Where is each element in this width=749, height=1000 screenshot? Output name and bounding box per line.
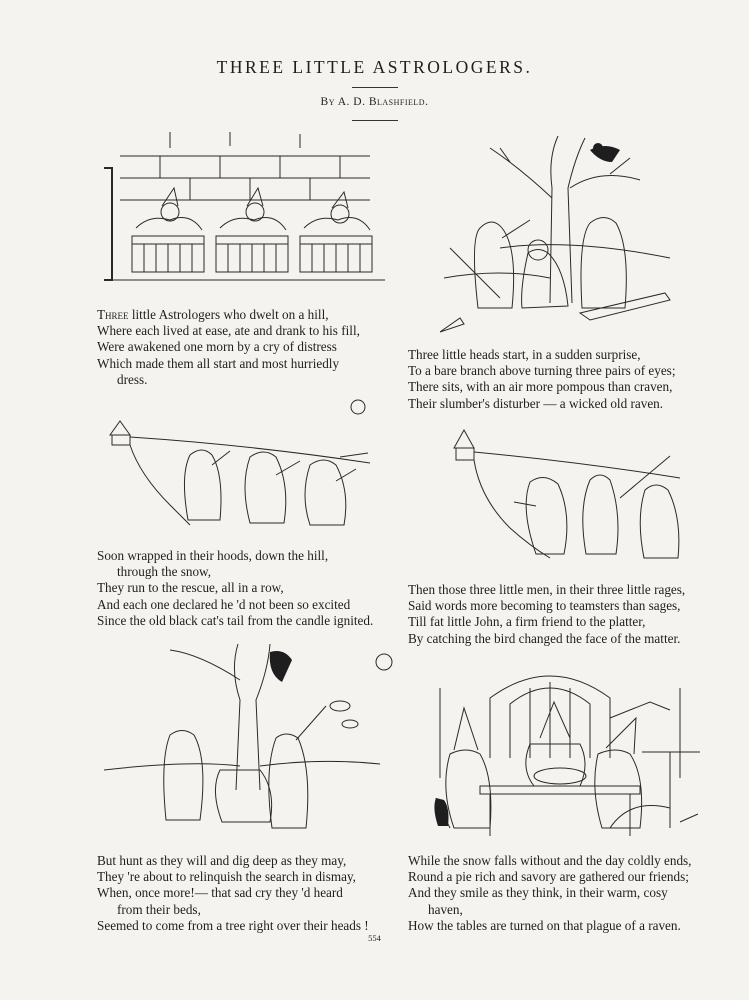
stanza-line: Seemed to come from a tree right over their heads ! [97, 917, 369, 933]
stanza-5 [97, 853, 369, 934]
stanza-line: They run to the rescue, all in a row, [97, 580, 284, 596]
illustration-running-down-hill [100, 395, 390, 535]
stanza-line: Where each lived at ease, ate and drank to his fill, [97, 323, 360, 339]
page-number: 554 [368, 933, 381, 943]
stanza-line: Since the old black cat's tail from the candle ignited. [97, 612, 374, 628]
stanza-line: Round a pie rich and savory are gathered our friends; [408, 869, 689, 885]
illustration-digging-tree [100, 640, 395, 840]
stanza-line: And each one declared he 'd not been so excited [97, 596, 351, 612]
stanza-2 [408, 347, 675, 412]
illustration-beds [100, 128, 388, 288]
stanza-line: By catching the bird changed the face of the matter. [408, 630, 681, 646]
stanza-line: Three little heads start, in a sudden surprise, [408, 347, 641, 362]
stanza-line: Their slumber's disturber — a wicked old raven. [408, 395, 664, 411]
byline-rule [352, 120, 398, 121]
stanza-line: But hunt as they will and dig deep as they may, [97, 853, 347, 868]
stanza-line: Were awakened one morn by a cry of distress [97, 339, 337, 355]
stanza-line: haven, [428, 901, 463, 917]
stanza-line: dress. [117, 371, 148, 387]
stanza-line: There sits, with an air more pompous than craven, [408, 379, 673, 395]
stanza-line: And they smile as they think, in their warm, cosy [408, 885, 668, 901]
stanza-line: through the snow, [117, 564, 212, 580]
stanza-line-text: little Astrologers who dwelt on a hill, [131, 307, 329, 322]
stanza-line: Then those three little men, in their three little rages, [408, 582, 686, 597]
illustration-raven-tree [440, 128, 676, 338]
illustration-catching-bird [440, 418, 685, 568]
stanza-line: Said words more becoming to teamsters than sages, [408, 598, 681, 614]
stanza-line: Which made them all start and most hurriedly [97, 355, 340, 371]
stanza-line: They 're about to relinquish the search in dismay, [97, 869, 356, 885]
illustration-pie-table [430, 658, 710, 843]
stanza-line: To a bare branch above turning three pairs of eyes; [408, 363, 676, 379]
stanza-line: Till fat little John, a firm friend to the platter, [408, 614, 646, 630]
stanza-line [97, 307, 360, 323]
stanza-line: When, once more!— that sad cry they 'd heard [97, 885, 343, 901]
stanza-6 [408, 853, 691, 934]
stanza-1 [97, 307, 360, 388]
poem-title: THREE LITTLE ASTROLOGERS. [216, 57, 533, 77]
stanza-3 [97, 548, 373, 629]
stanza-line: from their beds, [117, 901, 201, 917]
author-byline: By A. D. Blashfield. [320, 96, 429, 108]
stanza-line: While the snow falls without and the day coldly ends, [408, 853, 692, 868]
stanza-line: Soon wrapped in their hoods, down the hill, [97, 548, 329, 563]
title-rule [352, 87, 398, 88]
drop-word: Three [97, 307, 129, 322]
stanza-4 [408, 582, 685, 647]
stanza-line: How the tables are turned on that plague of a raven. [408, 917, 681, 933]
